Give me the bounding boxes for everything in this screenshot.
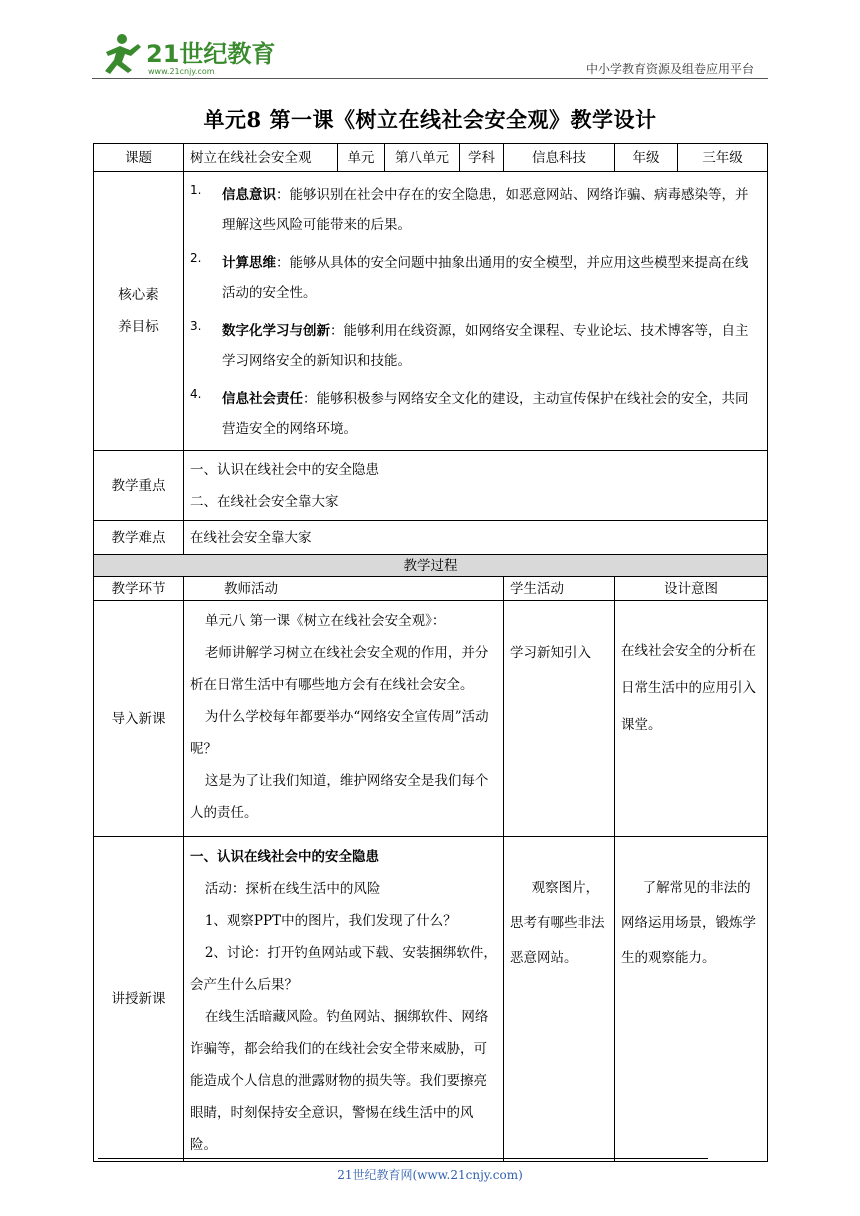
unit-value: 第八单元 (385, 144, 460, 172)
header-rule (92, 78, 768, 79)
student-activity-intro (504, 601, 615, 837)
teacher-line: 2、讨论：打开钓鱼网站或下载、安装捆绑软件，会产生什么后果？ (190, 945, 497, 993)
page-header (92, 30, 768, 80)
objectives-label-line2: 养目标 (118, 319, 159, 335)
objective-text: ：能够利用在线资源，如网络安全课程、专业论坛、技术博客等，自主学习网络安全的新知识和技能。 (222, 323, 749, 369)
objective-item (190, 316, 761, 376)
process-title: 教学过程 (94, 555, 768, 577)
col-teacher-header: 教师活动 (184, 577, 504, 601)
process-header-row (94, 577, 768, 601)
teacher-line: 这是为了让我们知道，维护网络安全是我们每个人的责任。 (190, 773, 489, 821)
objective-number: 3. (190, 319, 202, 333)
objective-item (190, 180, 761, 240)
subject-value: 信息科技 (504, 144, 615, 172)
difficulty-row (94, 521, 768, 555)
teacher-activity-teaching (184, 837, 504, 1162)
student-activity-teaching (504, 837, 615, 1162)
intent-text: 在线社会安全的分析在日常生活中的应用引入课堂。 (621, 643, 756, 733)
key-point-1: 一、认识在线社会中的安全隐患 (190, 461, 379, 478)
objective-text: ：能够识别在社会中存在的安全隐患，如恶意网站、网络诈骗、病毒感染等，并理解这些风险可能带来的后果。 (222, 187, 749, 233)
process-title-row (94, 555, 768, 577)
topic-label: 课题 (94, 144, 184, 172)
intent-text: 了解常见的非法的网络运用场景，锻炼学生的观察能力。 (621, 880, 756, 966)
col-intent-header: 设计意图 (615, 577, 768, 601)
student-text: 学习新知引入 (510, 645, 591, 661)
objective-number: 2. (190, 251, 202, 265)
stage-intro: 导入新课 (94, 601, 184, 837)
col-student-header: 学生活动 (504, 577, 615, 601)
objective-text: ：能够积极参与网络安全文化的建设，主动宣传保护在线社会的安全，共同营造安全的网络环境。 (222, 391, 749, 437)
objective-title: 数字化学习与创新 (222, 323, 330, 339)
teacher-line: 1、观察PPT中的图片，我们发现了什么？ (204, 913, 457, 929)
objectives-row (94, 172, 768, 451)
site-logo (92, 30, 282, 78)
teacher-line: 为什么学校每年都要举办“网络安全宣传周”活动呢？ (190, 709, 489, 757)
objectives-label (94, 172, 184, 451)
intent-intro (615, 601, 768, 837)
key-points-label: 教学重点 (94, 451, 184, 521)
objective-item (190, 384, 761, 444)
topic-value: 树立在线社会安全观 (184, 144, 338, 172)
key-points-row (94, 451, 768, 521)
intent-teaching (615, 837, 768, 1162)
objective-item (190, 248, 761, 308)
objective-title: 信息意识 (222, 187, 276, 203)
footer-text: 21世纪教育网(www.21cnjy.com) (337, 1168, 523, 1182)
objective-number: 4. (190, 387, 202, 401)
footer-rule (98, 1158, 708, 1159)
teacher-activity-intro (184, 601, 504, 837)
objectives-content (184, 172, 768, 451)
subject-label: 学科 (460, 144, 504, 172)
objective-number: 1. (190, 183, 202, 197)
logo-url: www.21cnjy.com (148, 67, 215, 76)
difficulty-value: 在线社会安全靠大家 (184, 521, 768, 555)
process-row-intro (94, 601, 768, 837)
platform-name: 中小学教育资源及组卷应用平台 (585, 62, 754, 76)
logo-text: 21世纪教育 (146, 40, 276, 68)
teacher-heading: 一、认识在线社会中的安全隐患 (190, 849, 379, 865)
col-stage-header: 教学环节 (94, 577, 184, 601)
objective-title: 信息社会责任 (222, 391, 303, 407)
teacher-line: 在线生活暗藏风险。钓鱼网站、捆绑软件、网络诈骗等，都会给我们的在线社会安全带来威胁，可能造成个人信息的泄露财物的损失等。我们要擦亮眼睛，时刻保持安全意识，警惕在线生活中的风险。 (190, 1009, 489, 1153)
process-row-teaching (94, 837, 768, 1162)
stage-teaching: 讲授新课 (94, 837, 184, 1162)
info-row (94, 144, 768, 172)
key-point-2: 二、在线社会安全靠大家 (190, 493, 339, 510)
document-title: 单元8 第一课《树立在线社会安全观》教学设计 (203, 107, 657, 132)
student-text: 观察图片，思考有哪些非法恶意网站。 (510, 880, 605, 966)
grade-label: 年级 (615, 144, 678, 172)
teacher-line: 单元八 第一课《树立在线社会安全观》： (204, 613, 446, 629)
lesson-plan-table (93, 143, 768, 1162)
teacher-line: 老师讲解学习树立在线社会安全观的作用，并分析在日常生活中有哪些地方会有在线社会安全。 (190, 645, 489, 693)
objective-text: ：能够从具体的安全问题中抽象出通用的安全模型，并应用这些模型来提高在线活动的安全性。 (222, 255, 749, 301)
teacher-line: 活动：探析在线生活中的风险 (204, 881, 381, 897)
objectives-label-line1: 核心素 (118, 287, 159, 303)
key-points-content (184, 451, 768, 521)
unit-label: 单元 (338, 144, 385, 172)
objective-title: 计算思维 (222, 255, 276, 271)
grade-value: 三年级 (678, 144, 768, 172)
difficulty-label: 教学难点 (94, 521, 184, 555)
